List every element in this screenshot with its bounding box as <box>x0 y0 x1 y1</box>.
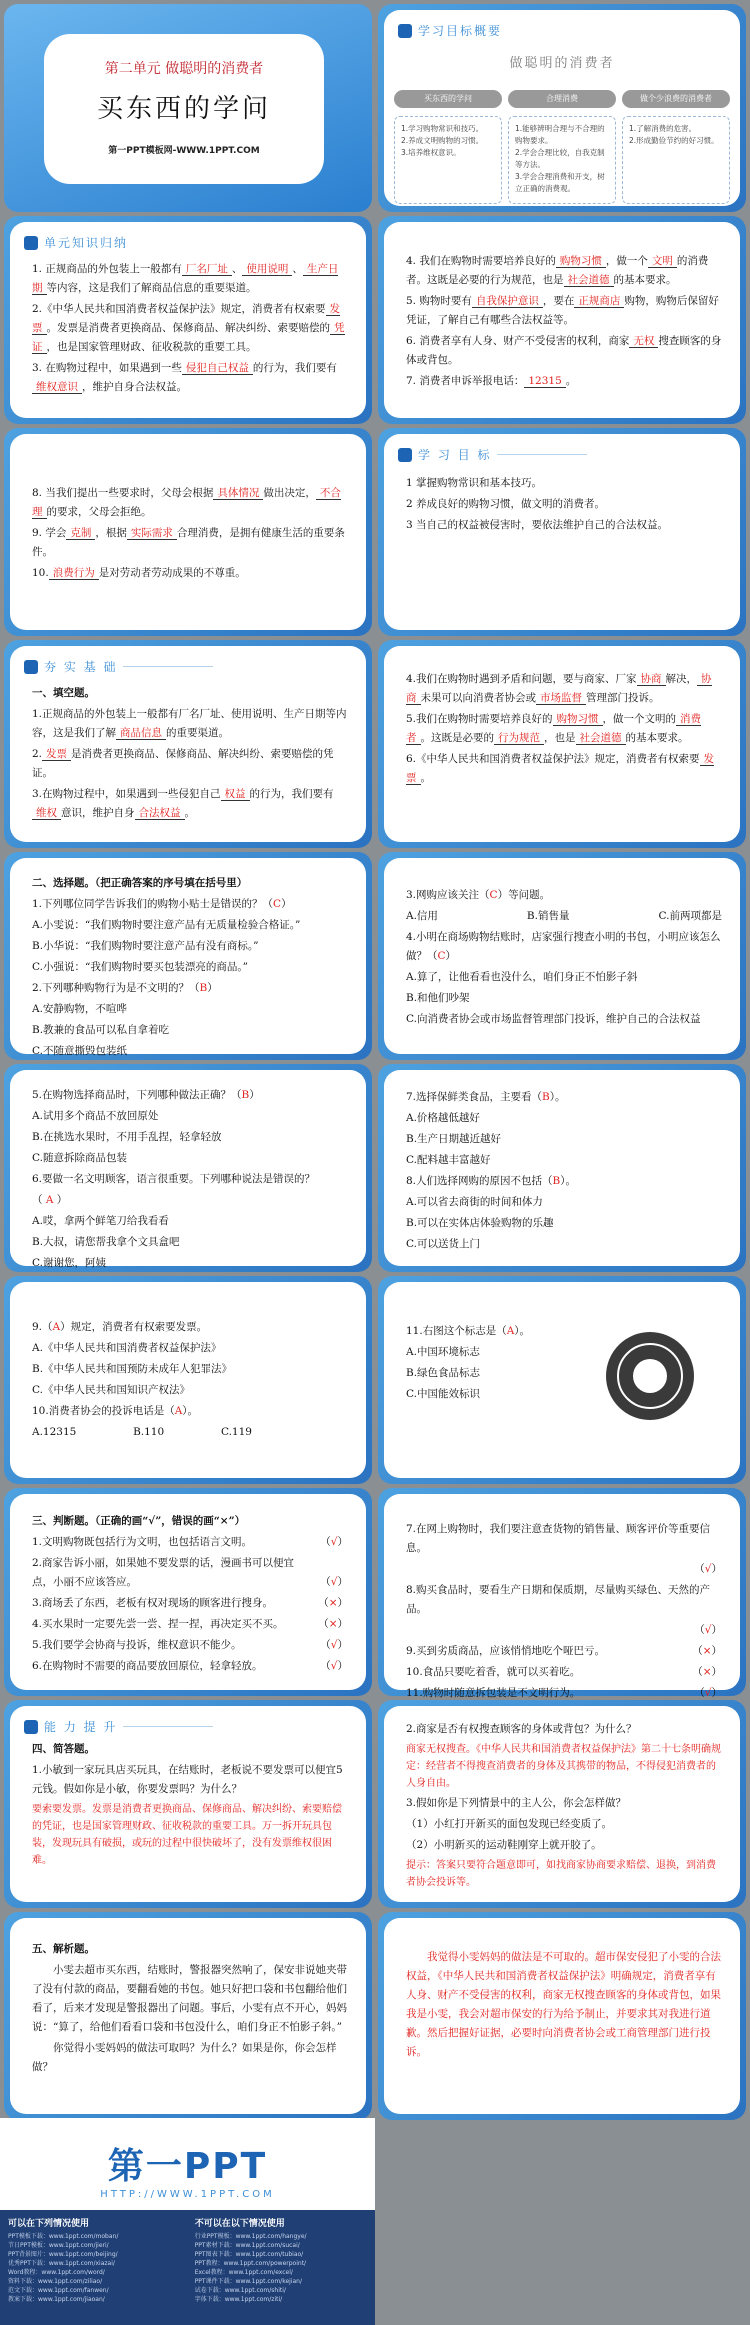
section-title: 三、判断题。（正确的画“√”，错误的画“×”） <box>32 1515 246 1527</box>
footer-link[interactable]: 教案下载：www.1ppt.com/jiaoan/ <box>8 2296 105 2303</box>
objectives-box: 1.学习购物常识和技巧。 2.养成文明购物的习惯。 3.培养维权意识。 <box>394 116 502 204</box>
choice-text-4: 7.选择保鲜类食品，主要看（B）。 A.价格越低越好 B.生产日期越近越好 C.配料越丰富越好 8.人们选择网购的原因不包括（B）。 A.可以省去商街的时间和体力 B.可以在实体店体验购物的乐趣 C.可以送货上门 <box>406 1091 576 1250</box>
knowledge-text-2: 4. 我们在购物时需要培养良好的 购物习惯 ，做一个 文明 的消费者。这既是必要的行为规范，也是 社会道德 的基本要求。 5. 购物时要有 自我保护意识 ，要在 正规商店 购物，购物后保留好凭证，了解自己有哪些合法权益等。 6. 消费者享有人身、财产不受侵害的权利，商家 无权 搜查顾客的身体或背包。 7. 消费者申诉举报电话： 12315 。 <box>406 255 722 387</box>
objectives-slide <box>378 4 746 212</box>
judge-item: 9.买到劣质商品，应该悄悄地吃个哑巴亏。 （×） <box>406 1645 722 1657</box>
judge-text-1 <box>32 1512 348 1678</box>
ability-slide-2 <box>378 1700 746 1908</box>
cover-unit: 第二单元 做聪明的消费者 <box>104 61 264 77</box>
footer-link[interactable]: 行业PPT模板：www.1ppt.com/hangye/ <box>194 2233 307 2240</box>
choice-slide-6 <box>378 1276 746 1484</box>
footer-ad <box>0 2118 375 2325</box>
analysis-answer-slide <box>378 1912 746 2120</box>
footer-link[interactable]: 范文下载：www.1ppt.com/fanwen/ <box>8 2287 109 2294</box>
cover-slide <box>4 4 372 212</box>
section-title: 五、解析题。 <box>32 1943 95 1955</box>
footer-link[interactable]: Excel教程：www.1ppt.com/excel/ <box>194 2269 293 2276</box>
practice-text-1: 一、填空题。 1.正规商品的外包装上一般都有厂名厂址、使用说明、生产日期等内容，这是我们了解 商品信息 的重要渠道。 2. 发票 是消费者更换商品、保修商品、解决纠纷、索要赔偿的凭证。 3.在购物过程中，如果遇到一些侵犯自己 权益 的行为，我们要有维权 意识，维护自身 合法权益 。 <box>32 684 348 825</box>
judge-item: 1.文明购物既包括行为文明，也包括语言文明。 （√） <box>32 1536 348 1548</box>
footer-band <box>0 2210 375 2325</box>
cover-card <box>44 34 324 184</box>
footer-link[interactable]: 试卷下载：www.1ppt.com/shiti/ <box>194 2287 286 2294</box>
section-title: 二、选择题。（把正确答案的序号填在括号里） <box>32 877 248 889</box>
judge-item: 5.我们要学会协商与投诉，维权意识不能少。 （√） <box>32 1639 348 1651</box>
knowledge-text-3: 8. 当我们提出一些要求时，父母会根据 具体情况 做出决定， 不合理 的要求，父母会拒绝。 9. 学会 克制 ，根据 实际需求 合理消费，是拥有健康生活的重要条件。 10. 浪费行为 是对劳动者劳动成果的不尊重。 <box>32 487 345 579</box>
choice-text-5: 9.（A）规定，消费者有权索要发票。 A.《中华人民共和国消费者权益保护法》 B.《中华人民共和国预防未成年人犯罪法》 C.《中华人民共和国知识产权法》 10.消费者协会的投诉电话是（A）。 A.12315 B.110 C.119 <box>32 1321 252 1438</box>
judge-item: 3.商场丢了东西，老板有权对现场的顾客进行搜身。 （×） <box>32 1597 348 1609</box>
footer-url: HTTP://WWW.1PPT.COM <box>100 2189 275 2200</box>
footer-link[interactable]: PPT教程：www.1ppt.com/powerpoint/ <box>194 2260 307 2267</box>
cover-title: 买东西的学问 <box>96 94 271 124</box>
footer-link[interactable]: 资料下载：www.1ppt.com/ziliao/ <box>8 2278 103 2285</box>
judge-item: 11.购物时随意拆包装是不文明行为。 （√） <box>406 1687 722 1699</box>
judge-slide-2 <box>378 1488 746 1699</box>
knowledge-slide-3 <box>4 428 372 636</box>
footer-link[interactable]: PPT模板下载：www.1ppt.com/moban/ <box>8 2233 119 2240</box>
analysis-answer-text: 我觉得小雯妈妈的做法是不可取的。超市保安侵犯了小雯的合法权益，《中华人民共和国消费者权益保护法》明确规定，消费者享有人身、财产不受侵害的权利，商家无权搜查顾客的身体或背包，如果我是小雯，我会对超市保安的行为给予制止，并要求其对我进行道歉。然后把握好证据，必要时向消费者协会或工商管理部门进行投诉。 <box>406 1951 721 2058</box>
knowledge-header: 单元知识归纳 <box>24 234 128 251</box>
ability-text-1: 四、简答题。 1.小敏到一家玩具店买玩具，在结账时，老板说不要发票可以便宜5元钱。假如你是小敏，你要发票吗？为什么？ 要索要发票。发票是消费者更换商品、保修商品、解决纠纷、索要赔偿的凭证，也是国家管理财政、征收税款的重要工具。万一拆开玩具包装，发现玩具有破损，或玩的过程中很快破坏了，没有发票维权很困难。 <box>32 1740 348 1871</box>
section-title: 一、填空题。 <box>32 687 95 699</box>
footer-logo: 第一PPT <box>107 2146 268 2187</box>
choice-slide-2 <box>378 852 746 1060</box>
footer-link[interactable]: PPT图表下载：www.1ppt.com/tubiao/ <box>194 2251 304 2258</box>
analysis-slide <box>4 1912 372 2120</box>
choice-slide-1 <box>4 852 372 1060</box>
judge-slide-1 <box>4 1488 372 1696</box>
objectives-tab: 做个少浪费的消费者 <box>622 90 730 108</box>
judge-item: 7.在网上购物时，我们要注意查货物的销售量、顾客评价等重要信息。 <box>406 1523 711 1554</box>
choice-slide-5 <box>4 1276 372 1484</box>
footer-left: 可以在下列情况使用 PPT模板下载：www.1ppt.com/moban/ 节日PPT模板：www.1ppt.com/jieri/ PPT背景图片：www.1ppt.com/beijing/ 优秀PPT下载：www.1ppt.com/xiazai/ Word教程：www.1ppt.com/word/ 资料下载：www.1ppt.com/ziliao/ 范文下载：www.1ppt.com/fanwen/ 教案下载：www.1ppt.com/jiaoan/ <box>8 2216 180 2304</box>
footer-link[interactable]: 优秀PPT下载：www.1ppt.com/xiazai/ <box>8 2260 115 2267</box>
practice-slide-1 <box>4 640 372 848</box>
choice-text-3: 5.在购物选择商品时，下列哪种做法正确？（B） A.试用多个商品不放回原处 B.在挑选水果时，不用手乱捏，轻拿轻放 C.随意拆除商品包装 6.要做一名文明顾客，语言很重要。下列哪种说法是错误的？ （ A ） A.哎，拿两个鲜笔刀给我看看 B.大叔，请您帮我拿个文具盒吧 C.谢谢您，阿姨 <box>32 1089 316 1269</box>
goal-item: 2 养成良好的购物习惯，做文明的消费者。 <box>406 498 606 510</box>
ability-slide-1 <box>4 1700 372 1908</box>
footer-link[interactable]: 字体下载：www.1ppt.com/ziti/ <box>194 2296 283 2303</box>
choice-slide-3 <box>4 1064 372 1272</box>
practice-text-2: 4.我们在购物时遇到矛盾和问题，要与商家、厂家 协商 解决， 协商 未果可以向消费者协会或 市场监督 管理部门投诉。 5.我们在购物时需要培养良好的 购物习惯 ，做一个文明的 消费者 。这既是必要的 行为规范 ，也是 社会道德 的基本要求。 6.《中华人民共和国消费者权益保护法》规定，消费者有权索要 发票 。 <box>406 673 715 784</box>
goals-list <box>406 474 722 537</box>
judge-item: 4.买水果时一定要先尝一尝、捏一捏，再决定买不买。 （×） <box>32 1618 348 1630</box>
knowledge-slide-2 <box>378 216 746 424</box>
ability-text-2: 2.商家是否有权搜查顾客的身体或背包？为什么？ 商家无权搜查。《中华人民共和国消费者权益保护法》第二十七条明确规定：经营者不得搜查消费者的身体及其携带的物品，不得侵犯消费者的人身自由。 3.假如你是下列情景中的主人公，你会怎样做？ （1）小红打开新买的面包发现已经变质了。 （2）小明新买的运动鞋刚穿上就开胶了。 提示：答案只要符合题意即可，如找商家协商要求赔偿、退换，到消费者协会投诉等。 <box>406 1723 721 1888</box>
analysis-text: 五、解析题。 小雯去超市买东西，结账时，警报器突然响了，保安非说她夹带了没有付款的商品，要翻看她的书包。她只好把口袋和书包翻给他们看了，后来才发现是警报器出了问题。事后，小雯有点不开心，妈妈说：“算了，给他们看看口袋和书包没什么，咱们身正不怕影子斜。” 你觉得小雯妈妈的做法可取吗？为什么？如果是你，你会怎样做？ <box>32 1940 348 2079</box>
objectives-title: 做聪明的消费者 <box>509 56 615 71</box>
goals-header: 学 习 目 标 <box>398 446 587 463</box>
knowledge-slide-1 <box>4 216 372 424</box>
section-title: 四、简答题。 <box>32 1743 95 1755</box>
objectives-boxes <box>394 116 730 204</box>
footer-right: 不可以在以下情况使用 行业PPT模板：www.1ppt.com/hangye/ PPT素材下载：www.1ppt.com/sucai/ PPT图表下载：www.1ppt.com/tubiao/ PPT教程：www.1ppt.com/powerpoint/ Excel教程：www.1ppt.com/excel/ PPT课件下载：www.1ppt.com/kejian/ 试卷下载：www.1ppt.com/shiti/ 字体下载：www.1ppt.com/ziti/ <box>195 2216 367 2304</box>
judge-text-2: 7.在网上购物时，我们要注意查货物的销售量、顾客评价等重要信息。 （√） 8.购买食品时，要看生产日期和保质期，尽量购买绿色、天然的产品。 （√） 9.买到劣质商品，应该悄悄地吃个哑巴亏。 （×） 10.食品只要吃着香，就可以买着吃。 （×） 11.购物时随意拆包装是不文明行为。 （√） <box>406 1520 722 1726</box>
footer-link[interactable]: PPT素材下载：www.1ppt.com/sucai/ <box>194 2242 300 2249</box>
choice-slide-4 <box>378 1064 746 1272</box>
objectives-tab: 合理消费 <box>508 90 616 108</box>
judge-item: 6.在购物时不需要的商品要放回原位，轻拿轻放。 （√） <box>32 1660 348 1672</box>
objectives-box: 1.了解消费的危害。 2.形成勤俭节约的好习惯。 <box>622 116 730 204</box>
practice-header: 夯 实 基 础 <box>24 658 213 675</box>
judge-item: 8.购买食品时，要看生产日期和保质期，尽量购买绿色、天然的产品。 <box>406 1584 711 1615</box>
footer-link[interactable]: PPT课件下载：www.1ppt.com/kejian/ <box>194 2278 302 2285</box>
judge-item: 10.食品只要吃着香，就可以买着吃。 （×） <box>406 1666 722 1678</box>
choice-text-6: 11.右图这个标志是（A）。 A.中国环境标志 B.绿色食品标志 C.中国能效标识 <box>406 1325 531 1400</box>
goal-item: 3 当自己的权益被侵害时，要依法维护自己的合法权益。 <box>406 519 669 531</box>
goals-slide <box>378 428 746 636</box>
footer-link[interactable]: PPT背景图片：www.1ppt.com/beijing/ <box>8 2251 118 2258</box>
objectives-tab: 买东西的学问 <box>394 90 502 108</box>
objectives-box: 1.能够辨明合理与不合理的购物要求。 2.学会合理比较，自我克制等方法。 3.学会合理消费和开支，树立正确的消费观。 <box>508 116 616 204</box>
ability-header: 能 力 提 升 <box>24 1718 213 1735</box>
objectives-header: 学习目标概要 <box>398 22 502 39</box>
footer-link[interactable]: Word教程：www.1ppt.com/word/ <box>8 2269 105 2276</box>
knowledge-text-1: 1. 正规商品的外包装上一般都有 厂名厂址 、 使用说明 、 生产日期 等内容，这是我们了解商品信息的重要渠道。 2.《中华人民共和国消费者权益保护法》规定，消费者有权索要 发票 。发票是消费者更换商品、保修商品、解决纠纷、索要赔偿的 凭证 ，也是国家管理财政、征收税款的重要工具。 3. 在购物过程中，如果遇到一些 侵犯自己权益 的行为，我们要有维权意识 ，维护自身合法权益。 <box>32 263 345 393</box>
choice-text-2: 3.网购应该关注（C）等问题。 A.信用 B.销售量 C.前两项都是 4.小明在商场购物结账时，店家强行搜查小明的书包，小明应该怎么做？（C） A.算了，让他看看也没什么，咱们身正不怕影子斜 B.和他们吵架 C.向消费者协会或市场监督管理部门投诉，维护自己的合法权益 <box>406 889 722 1025</box>
practice-slide-2 <box>378 640 746 848</box>
footer-link[interactable]: 节日PPT模板：www.1ppt.com/jieri/ <box>8 2242 109 2249</box>
cover-site: 第一PPT模板网-WWW.1PPT.COM <box>108 146 260 156</box>
judge-item: 2.商家告诉小丽，如果她不要发票的话，漫画书可以便宜点，小丽不应该答应。 （√） <box>32 1557 348 1588</box>
objectives-tabs <box>394 90 730 108</box>
goal-item: 1 掌握购物常识和基本技巧。 <box>406 477 543 489</box>
environment-label-icon <box>606 1332 694 1420</box>
choice-text-1: 二、选择题。（把正确答案的序号填在括号里） 1.下列哪位同学告诉我们的购物小贴士是错误的？（C） A.小雯说：“我们购物时要注意产品有无质量检验合格证。” B.小华说：“我们购物时要注意产品有没有商标。” C.小强说：“我们购物时要买包装漂亮的商品。” 2.下列哪种购物行为是不文明的？（B） A.安静购物，不喧哗 B.教兼的食品可以私自拿着吃 C.不随意撕毁包装纸 <box>32 874 348 1063</box>
